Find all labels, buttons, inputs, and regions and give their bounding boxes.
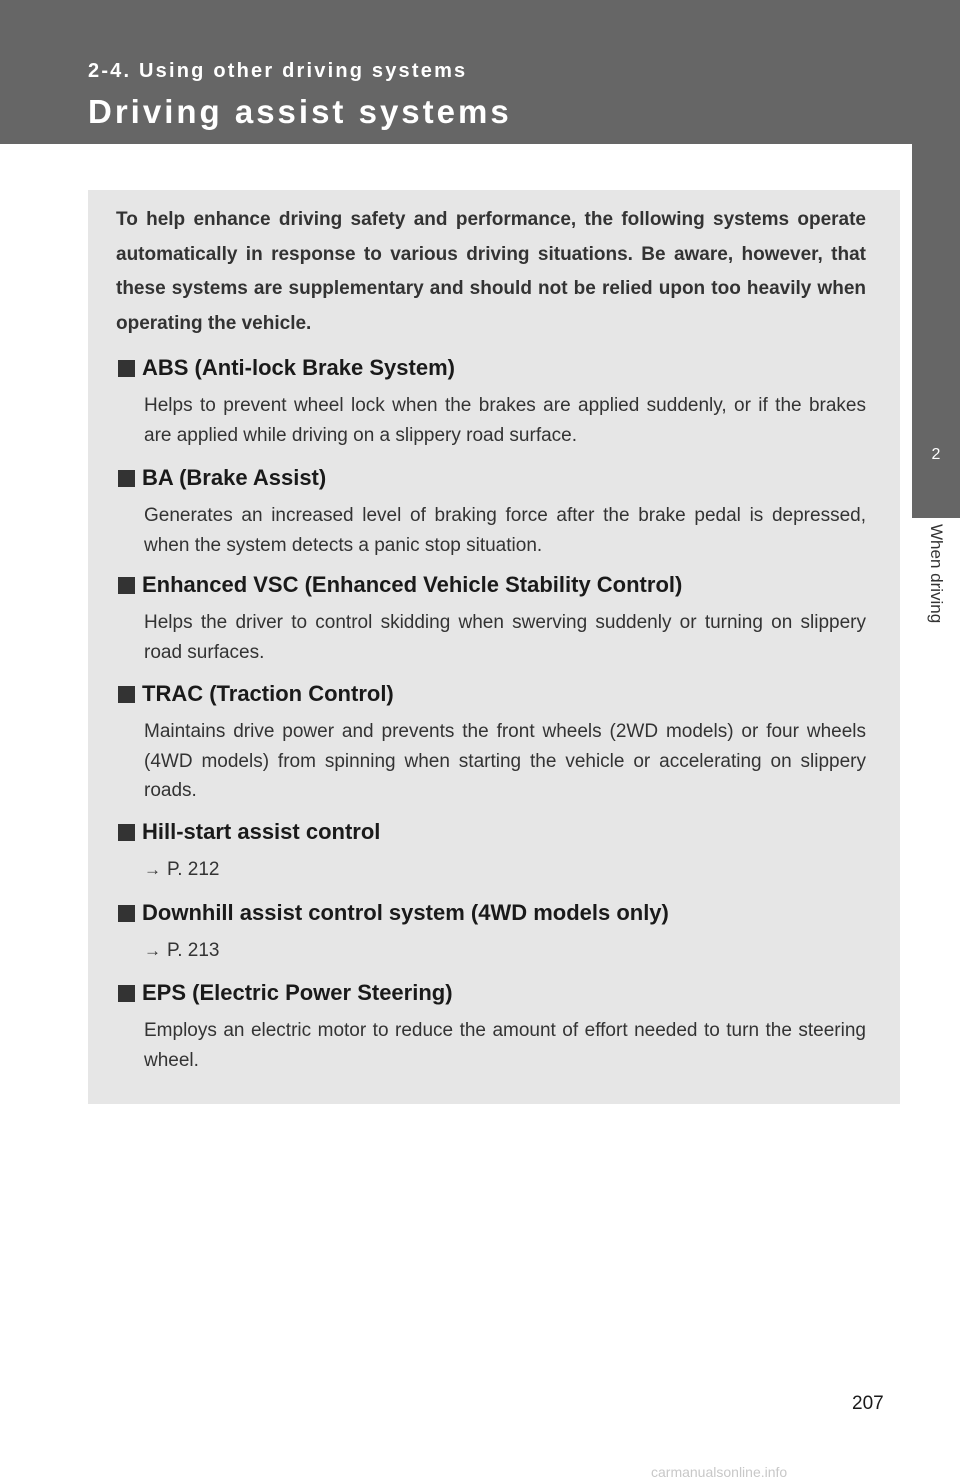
- section-heading-row: [116, 817, 866, 847]
- square-bullet-icon: [118, 985, 135, 1002]
- section-heading-row: [116, 679, 866, 709]
- chapter-label-tab: [912, 520, 960, 700]
- page-reference-link[interactable]: [144, 936, 866, 965]
- arrow-right-icon: →: [144, 941, 161, 960]
- square-bullet-icon: [118, 470, 135, 487]
- intro-paragraph: To help enhance driving safety and performance, the following systems operate automatically in response to various driving situations. Be aware, however, that these systems are supplementary and should not be relied upon too heavily when operating the vehicle.: [116, 209, 866, 334]
- section-ba: [116, 463, 866, 560]
- chapter-tab: [912, 144, 960, 518]
- section-heading: 2-4. Using other driving systems: [88, 60, 468, 82]
- section-heading-row: [116, 570, 866, 600]
- section-title: Downhill assist control system (4WD models only): [142, 900, 669, 925]
- section-abs: [116, 353, 866, 450]
- page-reference-link[interactable]: [144, 855, 866, 884]
- chapter-number: 2: [931, 446, 941, 463]
- page-title: Driving assist systems: [88, 93, 512, 130]
- section-title: Enhanced VSC (Enhanced Vehicle Stability Control): [142, 572, 683, 597]
- page-reference-text: P. 213: [167, 940, 220, 961]
- section-heading-row: [116, 978, 866, 1008]
- watermark: carmanualsonline.info: [651, 1464, 788, 1480]
- section-hill-start: [116, 817, 866, 884]
- square-bullet-icon: [118, 686, 135, 703]
- square-bullet-icon: [118, 577, 135, 594]
- page-header: [0, 0, 960, 144]
- section-title: ABS (Anti-lock Brake System): [142, 355, 455, 380]
- page-reference-text: P. 212: [167, 859, 220, 880]
- section-heading-row: [116, 463, 866, 493]
- section-eps: [116, 978, 866, 1075]
- section-body: Generates an increased level of braking force after the brake pedal is depressed, when the system detects a panic stop situation.: [144, 505, 866, 556]
- section-title: TRAC (Traction Control): [142, 681, 394, 706]
- section-body: Employs an electric motor to reduce the amount of effort needed to turn the steering wheel.: [144, 1020, 866, 1071]
- square-bullet-icon: [118, 905, 135, 922]
- square-bullet-icon: [118, 360, 135, 377]
- section-downhill: [116, 898, 866, 965]
- arrow-right-icon: →: [144, 860, 161, 879]
- chapter-label: When driving: [927, 524, 946, 624]
- section-trac: [116, 679, 866, 806]
- section-title: Hill-start assist control: [142, 819, 381, 844]
- square-bullet-icon: [118, 824, 135, 841]
- section-title: EPS (Electric Power Steering): [142, 980, 453, 1005]
- section-body: Maintains drive power and prevents the front wheels (2WD models) or four wheels (4WD models) from spinning when starting the vehicle or accelerating on slippery roads.: [144, 721, 866, 801]
- section-heading-row: [116, 353, 866, 383]
- section-vsc: [116, 570, 866, 667]
- page-number: 207: [852, 1393, 884, 1414]
- section-body: Helps the driver to control skidding when swerving suddenly or turning on slippery road surfaces.: [144, 612, 866, 663]
- section-heading-row: [116, 898, 866, 928]
- section-title: BA (Brake Assist): [142, 465, 327, 490]
- section-body: Helps to prevent wheel lock when the brakes are applied suddenly, or if the brakes are applied while driving on a slippery road surface.: [144, 395, 866, 446]
